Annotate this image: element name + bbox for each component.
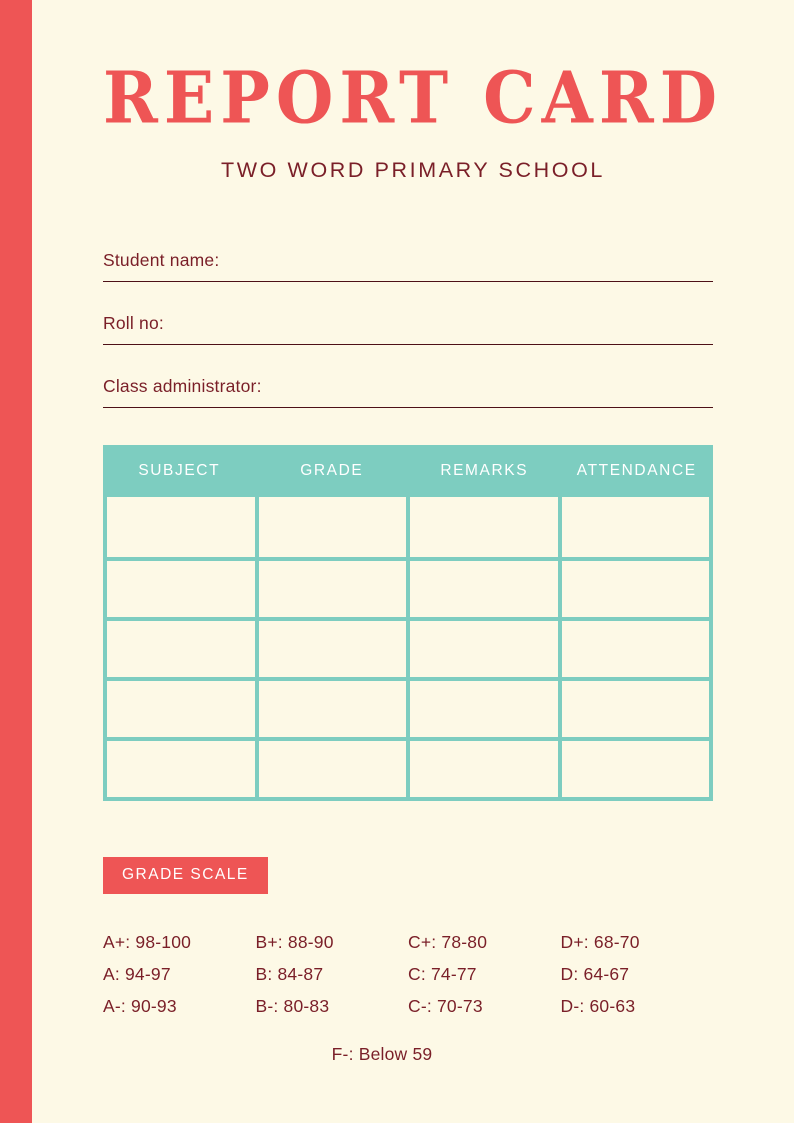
grade-item: B: 84-87 bbox=[255, 963, 324, 984]
cell-grade[interactable] bbox=[255, 741, 407, 797]
grade-column-c bbox=[408, 926, 561, 1022]
cell-remarks[interactable] bbox=[406, 621, 558, 677]
table-header-row bbox=[103, 445, 713, 497]
field-student-name-label: Student name: bbox=[103, 250, 220, 270]
student-info-fields bbox=[103, 246, 713, 435]
grade-item: C-: 70-73 bbox=[408, 995, 483, 1016]
grade-item: D-: 60-63 bbox=[560, 995, 636, 1016]
cell-remarks[interactable] bbox=[406, 497, 558, 557]
grade-scale-columns bbox=[103, 894, 713, 1022]
grade-item: B-: 80-83 bbox=[255, 995, 330, 1016]
marks-table bbox=[103, 445, 713, 801]
grade-item: C+: 78-80 bbox=[408, 931, 488, 952]
table-row bbox=[107, 737, 709, 797]
grade-item: D+: 68-70 bbox=[560, 931, 640, 952]
cell-attendance[interactable] bbox=[558, 621, 710, 677]
table-row bbox=[107, 617, 709, 677]
table-row bbox=[107, 497, 709, 557]
grade-column-b bbox=[256, 926, 409, 1022]
field-student-name[interactable] bbox=[103, 246, 713, 309]
cell-subject[interactable] bbox=[107, 497, 255, 557]
grade-column-a bbox=[103, 926, 256, 1022]
table-row bbox=[107, 557, 709, 617]
cell-attendance[interactable] bbox=[558, 497, 710, 557]
grade-item: C: 74-77 bbox=[408, 963, 477, 984]
cell-remarks[interactable] bbox=[406, 561, 558, 617]
grade-column-d bbox=[561, 926, 714, 1022]
field-student-name-line bbox=[103, 281, 713, 282]
cell-grade[interactable] bbox=[255, 561, 407, 617]
field-class-administrator-label: Class administrator: bbox=[103, 376, 262, 396]
cell-subject[interactable] bbox=[107, 681, 255, 737]
cell-attendance[interactable] bbox=[558, 561, 710, 617]
grade-item: A-: 90-93 bbox=[103, 995, 177, 1016]
field-roll-no-line bbox=[103, 344, 713, 345]
column-header-subject: SUBJECT bbox=[138, 462, 221, 480]
field-class-administrator[interactable] bbox=[103, 372, 713, 435]
table-body bbox=[103, 497, 713, 801]
cell-remarks[interactable] bbox=[406, 741, 558, 797]
cell-remarks[interactable] bbox=[406, 681, 558, 737]
field-roll-no[interactable] bbox=[103, 309, 713, 372]
grade-item: D: 64-67 bbox=[560, 963, 630, 984]
cell-grade[interactable] bbox=[255, 681, 407, 737]
grade-scale-badge: GRADE SCALE bbox=[103, 857, 268, 894]
school-name: TWO WORD PRIMARY SCHOOL bbox=[221, 158, 605, 182]
failing-grade-note: F-: Below 59 bbox=[331, 1043, 433, 1064]
page-title: REPORT CARD bbox=[103, 55, 723, 140]
grade-item: A+: 98-100 bbox=[103, 931, 192, 952]
column-header-remarks: REMARKS bbox=[440, 462, 529, 480]
cell-subject[interactable] bbox=[107, 741, 255, 797]
column-header-grade: GRADE bbox=[300, 462, 364, 480]
cell-subject[interactable] bbox=[107, 561, 255, 617]
grade-item: B+: 88-90 bbox=[255, 931, 334, 952]
cell-attendance[interactable] bbox=[558, 681, 710, 737]
cell-attendance[interactable] bbox=[558, 741, 710, 797]
grade-item: A: 94-97 bbox=[103, 963, 171, 984]
left-accent-stripe bbox=[0, 0, 32, 1123]
cell-grade[interactable] bbox=[255, 497, 407, 557]
field-class-administrator-line bbox=[103, 407, 713, 408]
grade-scale-section bbox=[103, 857, 713, 1065]
cell-grade[interactable] bbox=[255, 621, 407, 677]
cell-subject[interactable] bbox=[107, 621, 255, 677]
report-header bbox=[32, 55, 794, 183]
table-row bbox=[107, 677, 709, 737]
field-roll-no-label: Roll no: bbox=[103, 313, 164, 333]
column-header-attendance: ATTENDANCE bbox=[576, 462, 697, 480]
